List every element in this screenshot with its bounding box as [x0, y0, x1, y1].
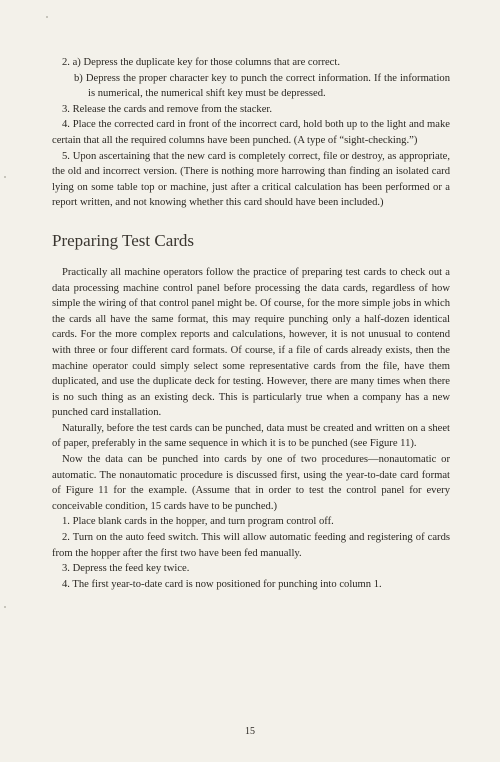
- paper-speck: [46, 16, 48, 18]
- list-item: 2. Turn on the auto feed switch. This will allow automatic feeding and registering of cards from the hopper after the first two have been fed manually.: [52, 532, 450, 559]
- page-body: [52, 55, 450, 592]
- step-2b: b) Depress the proper character key to punch the correct information. If the information is numerical, the numerical shift key must be depressed.: [74, 72, 450, 100]
- paper-speck: [4, 606, 6, 608]
- paragraph: Now the data can be punched into cards by one of two procedures—nonautomatic or automatic. The nonautomatic procedure is discussed first, using the year-to-date card format of Figure 11 for the example. (Assume that in order to test the control panel for every conceivable condition, 15 cards have to be punched.): [52, 454, 450, 512]
- list-item: 4. The first year-to-date card is now positioned for punching into column 1.: [62, 578, 382, 590]
- list-item: 3. Depress the feed key twice.: [62, 563, 190, 575]
- paper-speck: [4, 176, 6, 178]
- paragraph: Practically all machine operators follow the practice of preparing test cards to check out a data processing machine control panel before processing the data cards, regardless of how simple the wiring of that control panel might be. Of course, for the more simple jobs in which the cards all have the same format, this may require punching only a half-dozen identical cards. For the more complex reports and calculations, however, it is not unusual to contend with three or four different card formats. Of course, if a file of cards already exists, then the machine operator could simply select some representative cards from the file, have them duplicated, and use the duplicate deck for testing. However, there are many times when there is no such thing as an existing deck. This is particularly true when a company has a new punched card installation.: [52, 266, 450, 419]
- paragraph: Naturally, before the test cards can be punched, data must be created and written on a sheet of paper, preferably in the same sequence in which it is to be punched (see Figure 11).: [52, 422, 450, 450]
- step-2a: 2. a) Depress the duplicate key for those columns that are correct.: [62, 57, 340, 68]
- step-4: 4. Place the corrected card in front of the incorrect card, hold both up to the light and make certain that all the required columns have been punched. (A type of “sight-checking.”): [52, 119, 450, 146]
- step-3: 3. Release the cards and remove from the stacker.: [62, 103, 273, 115]
- step-5: 5. Upon ascertaining that the new card is completely correct, file or destroy, as appropriate, the old and incorrect version. (There is nothing more harrowing than finding an isolated card lying on some table top or machine, just after a critical calculation has been performed or a report written, and not knowing whether this card should have been included.): [52, 150, 450, 209]
- list-item: 1. Place blank cards in the hopper, and turn program control off.: [62, 516, 334, 528]
- section-heading: Preparing Test Cards: [52, 230, 195, 250]
- page-number: 15: [245, 726, 255, 737]
